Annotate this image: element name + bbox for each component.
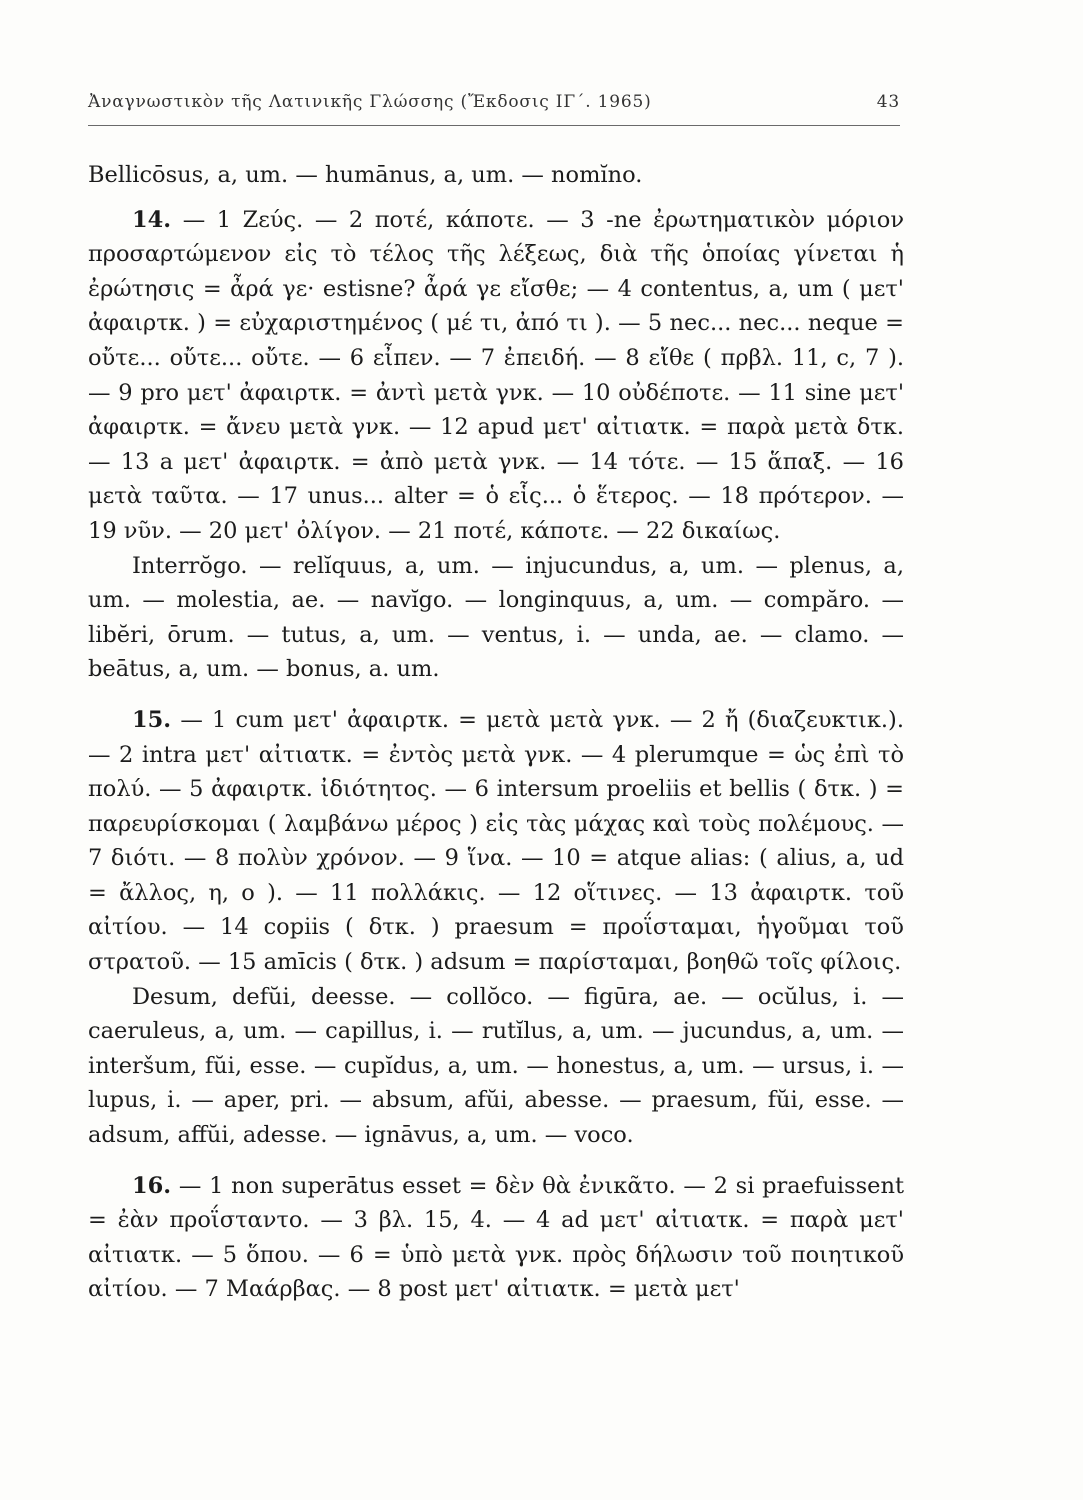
running-head-title: Ἀναγνωστικὸν τῆς Λατινικῆς Γλώσσης (Ἔκδοσις ΙΓ΄. 1965) [88, 92, 652, 112]
paragraph-vocabulary-14 [88, 549, 904, 687]
header-rule [88, 125, 900, 126]
paragraph-text: Interrŏgo. — relĭquus, a, um. — injucundus, a, um. — plenus, a, um. — molestia, ae. — navĭgo. — longinquus, a, um. — compăro. — libĕri, ōrum. — tutus, a, um. — ventus, i. — unda, ae. — clamo. — beātus, a, um. — bonus, a. um. [88, 552, 904, 683]
paragraph-notes-14 [88, 203, 904, 549]
paragraph-text: Desum, defŭi, deesse. — collŏco. — figūra, ae. — ocŭlus, i. — caeruleus, a, um. — capillus, i. — rutĭlus, a, um. — jucundus, a, um. — interšum, fŭi, esse. — cupĭdus, a, um. — honestus, a, um. — ursus, i. — lupus, i. — aper, pri. — absum, afŭi, abesse. — praesum, fŭi, esse. — adsum, affŭi, adesse. — ignāvus, a, um. — voco. [88, 983, 904, 1149]
section-number: 14. [132, 206, 172, 233]
page-body [88, 158, 904, 1307]
paragraph-text: — 1 Ζεύς. — 2 ποτέ, κάποτε. — 3 -ne ἐρωτηματικὸν μόριον προσαρτώμενον εἰς τὸ τέλος τῆς λέξεως, διὰ τῆς ὁποίας γίνεται ἡ ἐρώτησις = ἆρά γε· estisne? ἆρά γε εἴσθε; — 4 contentus, a, um ( μετ' ἀφαιρτκ. ) = εὐχαριστημένος ( μέ τι, ἀπό τι ). — 5 nec... nec... neque = οὔτε... οὔτε... οὔτε. — 6 εἶπεν. — 7 ἐπειδή. — 8 εἴθε ( πρβλ. 11, c, 7 ). — 9 pro μετ' ἀφαιρτκ. = ἀντὶ μετὰ γνκ. — 10 οὐδέποτε. — 11 sine μετ' ἀφαιρτκ. = ἄνευ μετὰ γνκ. — 12 apud μετ' αἰτιατκ. = παρὰ μετὰ δτκ. — 13 a μετ' ἀφαιρτκ. = ἀπὸ μετὰ γνκ. — 14 τότε. — 15 ἅπαξ. — 16 μετὰ ταῦτα. — 17 unus... alter = ὁ εἷς... ὁ ἕτερος. — 18 πρότερον. — 19 νῦν. — 20 μετ' ὀλίγον. — 21 ποτέ, κάποτε. — 22 δικαίως. [88, 206, 904, 544]
paragraph-text: Bellicōsus, a, um. — humānus, a, um. — nomĭno. [88, 162, 643, 188]
running-head [88, 92, 900, 112]
paragraph-notes-15 [88, 703, 904, 980]
page-number: 43 [876, 92, 900, 112]
paragraph-text: — 1 non superātus esset = δὲν θὰ ἐνικᾶτο. — 2 si praefuissent = ἐὰν προΐσταντο. — 3 βλ. 15, 4. — 4 ad μετ' αἰτιατκ. = παρὰ μετ' αἰτιατκ. — 5 ὅπου. — 6 = ὑπὸ μετὰ γνκ. πρὸς δήλωσιν τοῦ ποιητικοῦ αἰτίου. — 7 Μαάρβας. — 8 post μετ' αἰτιατκ. = μετὰ μετ' [88, 1172, 904, 1303]
paragraph-notes-16 [88, 1169, 904, 1307]
section-number: 16. [132, 1172, 172, 1199]
paragraph-text: — 1 cum μετ' ἀφαιρτκ. = μετὰ μετὰ γνκ. — 2 ἤ (διαζευκτικ.). — 2 intra μετ' αἰτιατκ. = ἐντὸς μετὰ γνκ. — 4 plerumque = ὡς ἐπὶ τὸ πολύ. — 5 ἀφαιρτκ. ἰδιότητος. — 6 intersum proeliis et bellis ( δτκ. ) = παρευρίσκομαι ( λαμβάνω μέρος ) εἰς τὰς μάχας καὶ τοὺς πολέμους. — 7 διότι. — 8 πολὺν χρόνον. — 9 ἵνα. — 10 = atque alias: ( alius, a, ud = ἄλλος, η, ο ). — 11 πολλάκις. — 12 οἵτινες. — 13 ἀφαιρτκ. τοῦ αἰτίου. — 14 copiis ( δτκ. ) praesum = προΐσταμαι, ἡγοῦμαι τοῦ στρατοῦ. — 15 amīcis ( δτκ. ) adsum = παρίσταμαι, βοηθῶ τοῖς φίλοις. [88, 706, 904, 976]
section-number: 15. [132, 706, 172, 733]
paragraph-vocabulary-13 [88, 158, 904, 193]
paragraph-vocabulary-15 [88, 980, 904, 1153]
